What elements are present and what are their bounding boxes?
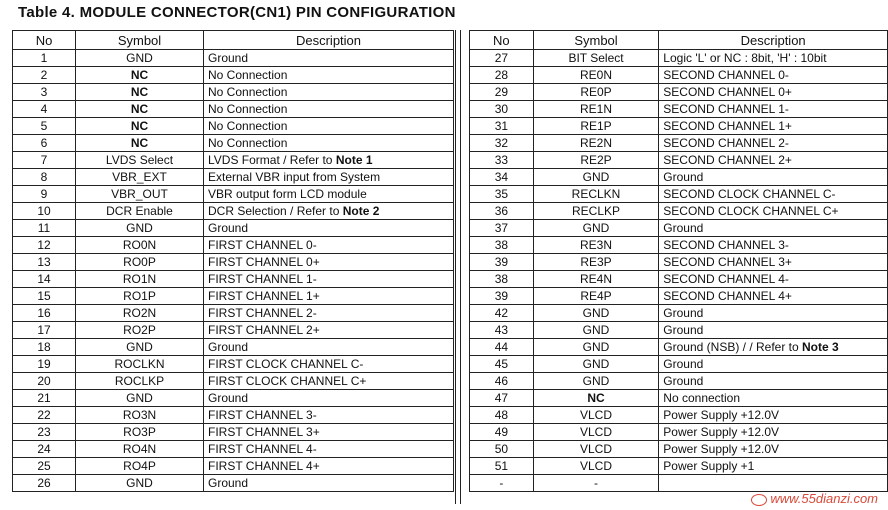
pin-symbol: RE3P <box>533 254 659 271</box>
table-row <box>13 186 454 203</box>
description-text: No Connection <box>208 84 288 99</box>
description-text: SECOND CLOCK CHANNEL C+ <box>663 203 839 218</box>
description-text: Ground <box>663 305 704 320</box>
description-text: Ground <box>663 356 704 371</box>
pin-number: 19 <box>13 356 76 373</box>
header-description: Description <box>659 31 888 50</box>
header-no: No <box>13 31 76 50</box>
header-symbol: Symbol <box>76 31 204 50</box>
pin-symbol: RE1N <box>533 101 659 118</box>
pin-symbol: BIT Select <box>533 50 659 67</box>
table-row <box>13 288 454 305</box>
table-row <box>13 203 454 220</box>
table-row <box>13 220 454 237</box>
table-row <box>13 356 454 373</box>
pin-number: 46 <box>470 373 534 390</box>
pin-symbol: - <box>533 475 659 492</box>
pin-description <box>204 135 454 152</box>
table-row <box>470 220 888 237</box>
table-row <box>470 441 888 458</box>
pin-description <box>659 305 888 322</box>
description-text: SECOND CHANNEL 0- <box>663 67 789 82</box>
pin-symbol: RE3N <box>533 237 659 254</box>
description-text: No Connection <box>208 67 288 82</box>
description-text: FIRST CHANNEL 0- <box>208 237 317 252</box>
table-title: Table 4. MODULE CONNECTOR(CN1) PIN CONFIGURATION <box>18 4 456 21</box>
pin-symbol: DCR Enable <box>76 203 204 220</box>
pin-symbol: RO1N <box>76 271 204 288</box>
description-text: Logic 'L' or NC : 8bit, 'H' : 10bit <box>663 50 827 65</box>
table-row <box>470 186 888 203</box>
description-text: Power Supply +12.0V <box>663 441 780 456</box>
pin-description <box>659 373 888 390</box>
pin-description <box>204 424 454 441</box>
header-description: Description <box>204 31 454 50</box>
table-row <box>13 407 454 424</box>
pin-description <box>204 441 454 458</box>
pin-table-left <box>12 30 454 492</box>
pin-number: 1 <box>13 50 76 67</box>
description-text: Ground <box>663 373 704 388</box>
description-text: FIRST CLOCK CHANNEL C+ <box>208 373 367 388</box>
table-row <box>470 101 888 118</box>
pin-number: 9 <box>13 186 76 203</box>
description-text: Ground <box>663 220 704 235</box>
pin-description <box>204 458 454 475</box>
pin-symbol: RO3P <box>76 424 204 441</box>
table-row <box>13 390 454 407</box>
header-no: No <box>470 31 534 50</box>
description-text: SECOND CHANNEL 1+ <box>663 118 792 133</box>
pin-description <box>659 152 888 169</box>
description-text: VBR output form LCD module <box>208 186 367 201</box>
pin-symbol: GND <box>533 220 659 237</box>
description-text: Ground <box>663 322 704 337</box>
pin-symbol: NC <box>533 390 659 407</box>
description-text: Ground (NSB) / / Refer to <box>663 339 803 354</box>
pin-description <box>659 322 888 339</box>
table-row <box>13 305 454 322</box>
pin-number: 17 <box>13 322 76 339</box>
pin-description <box>659 135 888 152</box>
pin-description <box>204 118 454 135</box>
pin-number: 14 <box>13 271 76 288</box>
pin-symbol: RO1P <box>76 288 204 305</box>
description-text: LVDS Format / Refer to <box>208 152 336 167</box>
pin-symbol: GND <box>76 475 204 492</box>
description-text: Ground <box>663 169 704 184</box>
pin-description <box>659 458 888 475</box>
pin-description <box>659 50 888 67</box>
pin-number: 47 <box>470 390 534 407</box>
table-row <box>470 203 888 220</box>
pin-description <box>659 407 888 424</box>
description-text: FIRST CHANNEL 1+ <box>208 288 320 303</box>
pin-symbol: RE1P <box>533 118 659 135</box>
pin-symbol: VLCD <box>533 407 659 424</box>
description-text: FIRST CLOCK CHANNEL C- <box>208 356 364 371</box>
pin-description <box>204 254 454 271</box>
pin-number: 13 <box>13 254 76 271</box>
pin-description <box>659 475 888 492</box>
description-text: FIRST CHANNEL 3- <box>208 407 317 422</box>
pin-description <box>659 169 888 186</box>
pin-symbol: GND <box>533 339 659 356</box>
pin-number: 28 <box>470 67 534 84</box>
pin-number: 24 <box>13 441 76 458</box>
table-row <box>13 339 454 356</box>
pin-description <box>659 254 888 271</box>
description-text: Ground <box>208 475 249 490</box>
table-row <box>470 424 888 441</box>
pin-number: 20 <box>13 373 76 390</box>
table-row <box>13 169 454 186</box>
table-row <box>470 322 888 339</box>
pin-number: 25 <box>13 458 76 475</box>
pin-number: 31 <box>470 118 534 135</box>
description-text: SECOND CLOCK CHANNEL C- <box>663 186 836 201</box>
pin-number: 7 <box>13 152 76 169</box>
pin-number: 15 <box>13 288 76 305</box>
table-row <box>470 271 888 288</box>
pin-symbol: ROCLKP <box>76 373 204 390</box>
pin-number: 5 <box>13 118 76 135</box>
header-row <box>13 31 454 50</box>
pin-description <box>659 101 888 118</box>
description-text: Power Supply +1 <box>663 458 755 473</box>
pin-description <box>204 101 454 118</box>
table-separator <box>460 30 461 504</box>
table-row <box>13 475 454 492</box>
description-text: SECOND CHANNEL 0+ <box>663 84 792 99</box>
pin-description <box>659 203 888 220</box>
table-row <box>470 339 888 356</box>
table-row <box>13 50 454 67</box>
pin-table-right <box>469 30 888 492</box>
pin-description <box>659 118 888 135</box>
description-text: FIRST CHANNEL 1- <box>208 271 317 286</box>
note-reference: Note 2 <box>342 203 380 218</box>
pin-symbol: RECLKP <box>533 203 659 220</box>
pin-description <box>204 373 454 390</box>
description-text: No Connection <box>208 135 288 150</box>
pin-description <box>659 67 888 84</box>
table-row <box>13 84 454 101</box>
pin-description <box>659 186 888 203</box>
pin-description <box>204 305 454 322</box>
table-separator <box>455 30 456 504</box>
pin-symbol: GND <box>76 220 204 237</box>
pin-symbol: RO0N <box>76 237 204 254</box>
description-text: FIRST CHANNEL 0+ <box>208 254 320 269</box>
pin-number: 36 <box>470 203 534 220</box>
description-text: No Connection <box>208 101 288 116</box>
table-row <box>13 135 454 152</box>
description-text: FIRST CHANNEL 2+ <box>208 322 320 337</box>
watermark <box>751 491 878 506</box>
pin-number: 32 <box>470 135 534 152</box>
pin-symbol: GND <box>533 305 659 322</box>
note-reference: Note 3 <box>802 339 839 354</box>
pin-number: 33 <box>470 152 534 169</box>
pin-symbol: RO0P <box>76 254 204 271</box>
pin-symbol: VLCD <box>533 441 659 458</box>
table-row <box>470 50 888 67</box>
pin-description <box>204 356 454 373</box>
pin-description <box>204 390 454 407</box>
pin-number: 34 <box>470 169 534 186</box>
description-text: SECOND CHANNEL 3- <box>663 237 789 252</box>
table-row <box>13 373 454 390</box>
pin-number: 42 <box>470 305 534 322</box>
pin-description <box>204 475 454 492</box>
pin-description <box>204 237 454 254</box>
pin-symbol: RO3N <box>76 407 204 424</box>
table-row <box>13 458 454 475</box>
header-row <box>470 31 888 50</box>
pin-description <box>659 356 888 373</box>
pin-number: 12 <box>13 237 76 254</box>
table-row <box>470 305 888 322</box>
pin-description <box>659 441 888 458</box>
pin-symbol: NC <box>76 101 204 118</box>
pin-description <box>204 203 454 220</box>
pin-description <box>659 390 888 407</box>
pin-symbol: VBR_EXT <box>76 169 204 186</box>
pin-description <box>204 186 454 203</box>
pin-number: 26 <box>13 475 76 492</box>
pin-description <box>204 271 454 288</box>
table-row <box>13 67 454 84</box>
description-text: DCR Selection / Refer to <box>208 203 343 218</box>
pin-symbol: RE4P <box>533 288 659 305</box>
table-row <box>470 84 888 101</box>
description-text: FIRST CHANNEL 4+ <box>208 458 320 473</box>
pin-description <box>204 322 454 339</box>
table-row <box>13 101 454 118</box>
pin-description <box>659 339 888 356</box>
description-text: SECOND CHANNEL 4+ <box>663 288 792 303</box>
pin-description <box>204 152 454 169</box>
pin-number: 29 <box>470 84 534 101</box>
table-row <box>470 152 888 169</box>
pin-description <box>204 220 454 237</box>
table-row <box>13 118 454 135</box>
table-row <box>470 373 888 390</box>
pin-symbol: RE2N <box>533 135 659 152</box>
pin-symbol: ROCLKN <box>76 356 204 373</box>
table-row <box>470 254 888 271</box>
pin-number: 35 <box>470 186 534 203</box>
pin-number: 48 <box>470 407 534 424</box>
description-text: Ground <box>208 390 249 405</box>
pin-description <box>659 237 888 254</box>
table-row <box>470 407 888 424</box>
pin-number: 16 <box>13 305 76 322</box>
description-text: FIRST CHANNEL 2- <box>208 305 317 320</box>
pin-rows-left <box>13 50 454 492</box>
pin-description <box>659 424 888 441</box>
pin-number: 39 <box>470 288 534 305</box>
pin-symbol: RO4P <box>76 458 204 475</box>
pin-symbol: VBR_OUT <box>76 186 204 203</box>
table-row <box>470 458 888 475</box>
table-row <box>13 254 454 271</box>
pin-description <box>659 271 888 288</box>
pin-symbol: VLCD <box>533 458 659 475</box>
pin-number: 6 <box>13 135 76 152</box>
pin-number: 18 <box>13 339 76 356</box>
pin-number: 39 <box>470 254 534 271</box>
table-row <box>470 475 888 492</box>
description-text: External VBR input from System <box>208 169 381 184</box>
pin-number: 23 <box>13 424 76 441</box>
pin-number: 2 <box>13 67 76 84</box>
pin-rows-right <box>470 50 888 492</box>
pin-number: 37 <box>470 220 534 237</box>
watermark-text: www.55dianzi.com <box>770 491 878 506</box>
pin-number: 38 <box>470 237 534 254</box>
pin-description <box>659 220 888 237</box>
pin-number: 51 <box>470 458 534 475</box>
pin-symbol: GND <box>533 169 659 186</box>
header-symbol: Symbol <box>533 31 659 50</box>
pin-number: 45 <box>470 356 534 373</box>
description-text: No Connection <box>208 118 288 133</box>
description-text: Ground <box>208 220 249 235</box>
table-row <box>13 152 454 169</box>
pin-description <box>204 84 454 101</box>
pin-symbol: RE0N <box>533 67 659 84</box>
pin-symbol: RE0P <box>533 84 659 101</box>
pin-number: 11 <box>13 220 76 237</box>
pin-number: 22 <box>13 407 76 424</box>
description-text: SECOND CHANNEL 1- <box>663 101 789 116</box>
pin-number: 30 <box>470 101 534 118</box>
pin-number: 3 <box>13 84 76 101</box>
watermark-logo-icon <box>751 494 767 506</box>
table-row <box>470 390 888 407</box>
description-text: SECOND CHANNEL 2- <box>663 135 789 150</box>
description-text: No connection <box>663 390 741 405</box>
pin-description <box>204 67 454 84</box>
table-row <box>13 441 454 458</box>
pin-description <box>659 84 888 101</box>
table-row <box>470 237 888 254</box>
pin-symbol: GND <box>533 373 659 390</box>
description-text: Power Supply +12.0V <box>663 407 780 422</box>
pin-symbol: NC <box>76 135 204 152</box>
description-text: FIRST CHANNEL 3+ <box>208 424 320 439</box>
description-text: SECOND CHANNEL 2+ <box>663 152 792 167</box>
pin-number: 8 <box>13 169 76 186</box>
pin-symbol: RO2N <box>76 305 204 322</box>
pin-number: 27 <box>470 50 534 67</box>
table-row <box>470 356 888 373</box>
pin-symbol: RO4N <box>76 441 204 458</box>
description-text: SECOND CHANNEL 4- <box>663 271 789 286</box>
pin-number: 4 <box>13 101 76 118</box>
pin-description <box>204 407 454 424</box>
description-text: SECOND CHANNEL 3+ <box>663 254 792 269</box>
pin-symbol: NC <box>76 118 204 135</box>
pin-number: 38 <box>470 271 534 288</box>
pin-symbol: GND <box>76 50 204 67</box>
pin-number: 50 <box>470 441 534 458</box>
pin-symbol: RE2P <box>533 152 659 169</box>
pin-symbol: GND <box>533 322 659 339</box>
pin-symbol: VLCD <box>533 424 659 441</box>
pin-symbol: RECLKN <box>533 186 659 203</box>
table-row <box>13 424 454 441</box>
pin-symbol: RO2P <box>76 322 204 339</box>
table-row <box>470 288 888 305</box>
table-row <box>13 237 454 254</box>
table-row <box>470 169 888 186</box>
description-text: Power Supply +12.0V <box>663 424 780 439</box>
description-text: Ground <box>208 339 249 354</box>
pin-symbol: NC <box>76 67 204 84</box>
pin-symbol: GND <box>76 390 204 407</box>
pin-description <box>659 288 888 305</box>
pin-symbol: NC <box>76 84 204 101</box>
pin-description <box>204 288 454 305</box>
pin-symbol: GND <box>76 339 204 356</box>
pin-number: 21 <box>13 390 76 407</box>
pin-symbol: GND <box>533 356 659 373</box>
pin-symbol: LVDS Select <box>76 152 204 169</box>
pin-number: 44 <box>470 339 534 356</box>
table-row <box>470 67 888 84</box>
description-text: FIRST CHANNEL 4- <box>208 441 317 456</box>
pin-description <box>204 169 454 186</box>
pin-number: 10 <box>13 203 76 220</box>
description-text: Ground <box>208 50 249 65</box>
pin-description <box>204 50 454 67</box>
table-row <box>13 271 454 288</box>
pin-number: 43 <box>470 322 534 339</box>
pin-number: - <box>470 475 534 492</box>
table-row <box>13 322 454 339</box>
pin-symbol: RE4N <box>533 271 659 288</box>
pin-number: 49 <box>470 424 534 441</box>
pin-description <box>204 339 454 356</box>
table-row <box>470 135 888 152</box>
note-reference: Note 1 <box>335 152 373 167</box>
table-row <box>470 118 888 135</box>
